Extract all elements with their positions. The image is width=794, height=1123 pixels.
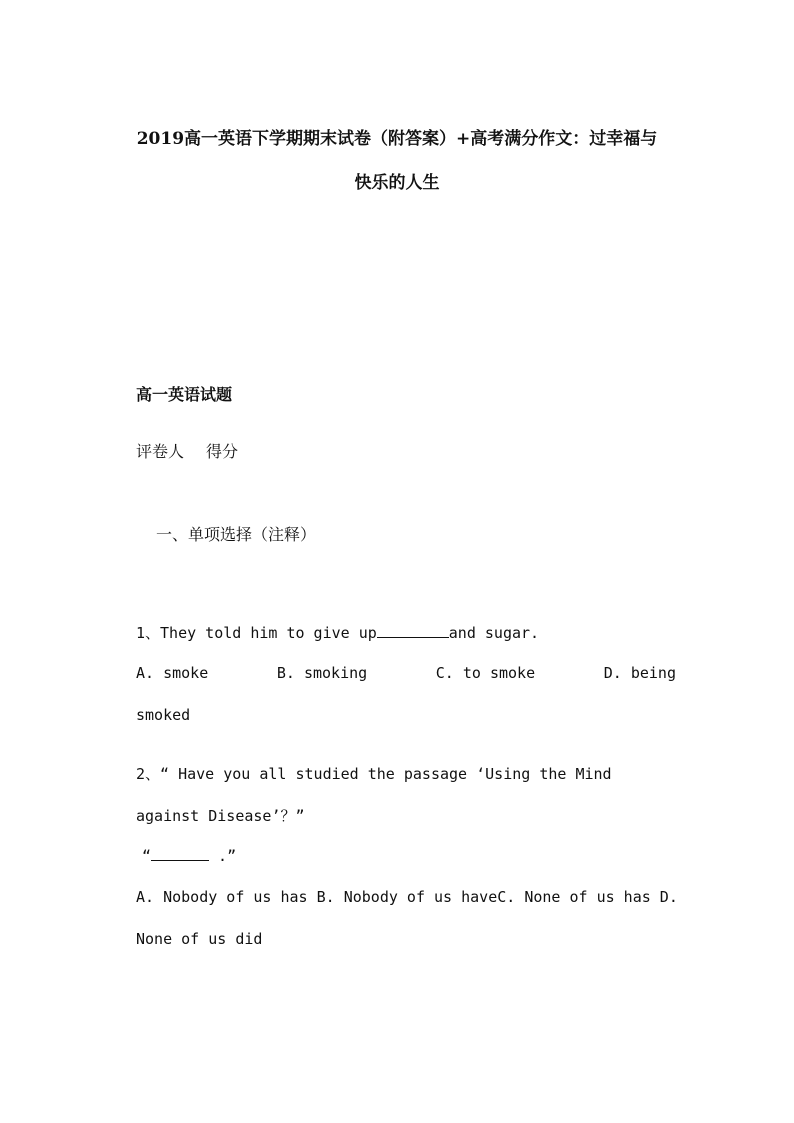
section-one-heading: 一、单项选择（注释） — [156, 525, 317, 544]
question-1-blank — [377, 623, 449, 638]
question-1-stem — [136, 622, 539, 643]
question-2-option-d-continuation: None of us did — [136, 930, 263, 948]
question-1-option-c: C. to smoke — [435, 664, 536, 682]
score-label: 得分 — [206, 442, 239, 461]
section-heading: 高一英语试题 — [136, 385, 233, 404]
question-2-options: A. Nobody of us has B. Nobody of us haveC. None of us has D. — [136, 888, 678, 906]
question-2-reply — [142, 846, 236, 865]
question-1-options — [136, 664, 676, 682]
question-1-prefix: 1、They told him to give up — [136, 624, 377, 642]
question-1-suffix: and sugar. — [448, 624, 540, 642]
grader-label: 评卷人 — [136, 442, 185, 461]
question-2-reply-open: “ — [142, 847, 152, 865]
question-1-option-d-continuation: smoked — [136, 706, 191, 724]
question-2-stem-line-2: against Disease’？” — [136, 807, 305, 825]
question-2-reply-close: .” — [209, 847, 237, 865]
document-title-line-1: 2019高一英语下学期期末试卷（附答案）+高考满分作文：过幸福与 — [136, 129, 658, 149]
question-1-option-d: D. being — [603, 664, 676, 682]
question-2-blank — [151, 846, 209, 861]
document-title-line-2: 快乐的人生 — [354, 173, 440, 193]
question-2-stem-line-1: 2、“ Have you all studied the passage ‘Using the Mind — [136, 765, 612, 783]
grader-score-row — [136, 439, 238, 462]
question-1-option-a: A. smoke — [136, 664, 209, 682]
question-1-option-b: B. smoking — [276, 664, 368, 682]
